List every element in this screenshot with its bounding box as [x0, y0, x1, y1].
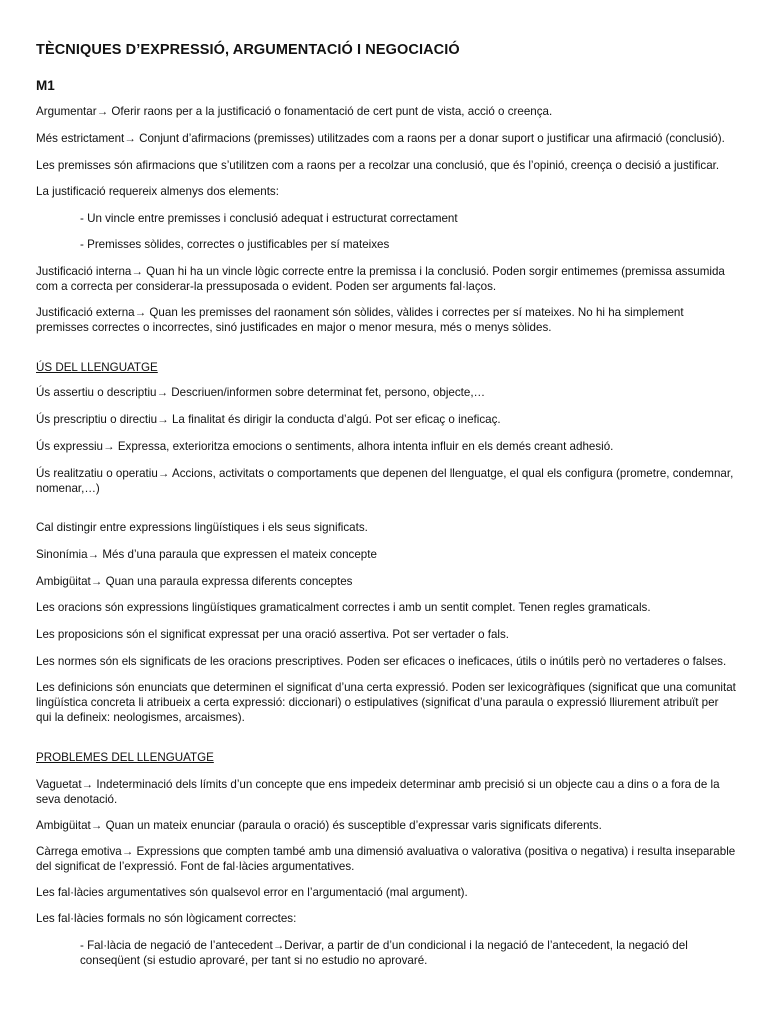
- paragraph: Les fal·làcies argumentatives són qualsevol error en l’argumentació (mal argument).: [36, 886, 468, 899]
- section-heading-us-llenguatge: ÚS DEL LLENGUATGE: [36, 361, 158, 374]
- paragraph: Ambigüitat→ Quan una paraula expressa diferents conceptes: [36, 575, 353, 588]
- paragraph: Més estrictament→ Conjunt d’afirmacions (premisses) utilitzades com a raons per a donar suport o justificar una afirmació (conclusió).: [36, 132, 725, 145]
- paragraph: Justificació interna→ Quan hi ha un vincle lògic correcte entre la premissa i la conclusió. Poden sorgir entimemes (premissa assumida com a correcta per considerar-la pressuposada o evident. Poden ser arguments fal·laços.: [36, 265, 725, 293]
- list-item: - Fal·làcia de negació de l’antecedent→Derivar, a partir de d’un condicional i la negació de l’antecedent, la negació del conseqüent (si estudio aprovaré, per tant si no estudio no aprovaré.: [80, 939, 688, 967]
- paragraph: La justificació requereix almenys dos elements:: [36, 185, 279, 198]
- paragraph: Ús expressiu→ Expressa, exterioritza emocions o sentiments, alhora intenta influir en els demés creant adhesió.: [36, 440, 614, 453]
- module-heading: M1: [36, 78, 55, 93]
- paragraph: Justificació externa→ Quan les premisses del raonament són sòlides, vàlides i correctes per sí mateixes. No hi ha simplement premisses correctes o incorrectes, sinó justificades en major o menor mesura, més o menys sòlides.: [36, 306, 684, 334]
- paragraph: Sinonímia→ Més d’una paraula que expressen el mateix concepte: [36, 548, 377, 561]
- paragraph: Les premisses són afirmacions que s’utilitzen com a raons per a recolzar una conclusió, que és l’opinió, creença o decisió a justificar.: [36, 159, 720, 172]
- section-heading-problemes-llenguatge: PROBLEMES DEL LLENGUATGE: [36, 751, 214, 764]
- paragraph: Ús assertiu o descriptiu→ Descriuen/informen sobre determinat fet, persono, objecte,…: [36, 386, 486, 399]
- paragraph: Càrrega emotiva→ Expressions que compten també amb una dimensió avaluativa o valorativa (positiva o negativa) i resulta inseparable del significat de l’expressió. Font de fal·làcies argumentatives.: [36, 845, 736, 873]
- paragraph: Cal distingir entre expressions lingüístiques i els seus significats.: [36, 521, 368, 534]
- paragraph: Vaguetat→ Indeterminació dels límits d’un concepte que ens impedeix determinar amb precisió si un objecte cau a dins o a fora de la seva denotació.: [36, 778, 720, 806]
- paragraph: Les normes són els significats de les oracions prescriptives. Poden ser eficaces o ineficaces, útils o inútils però no vertaderes o falses.: [36, 655, 727, 668]
- list-item: - Premisses sòlides, correctes o justificables per sí mateixes: [80, 238, 390, 251]
- paragraph: Ús realitzatiu o operatiu→ Accions, activitats o comportaments que depenen del llenguatge, el qual els configura (prometre, condemnar, nomenar,…): [36, 467, 734, 495]
- paragraph: Ús prescriptiu o directiu→ La finalitat és dirigir la conducta d’algú. Pot ser eficaç o ineficaç.: [36, 413, 501, 426]
- paragraph: Les oracions són expressions lingüístiques gramaticalment correctes i amb un sentit complet. Tenen regles gramaticals.: [36, 601, 651, 614]
- paragraph: Les proposicions són el significat expressat per una oració assertiva. Pot ser vertader o fals.: [36, 628, 510, 641]
- list-item: - Un vincle entre premisses i conclusió adequat i estructurat correctament: [80, 212, 458, 225]
- paragraph: Les definicions són enunciats que determinen el significat d’una certa expressió. Poden ser lexicogràfiques (significat que una comunitat lingüística concreta li atribueix a certa expressió: diccionari) o estipulatives (significat d’una paraula o expressió lliurement atribuït per qui la defineix: neologismes, arcaismes).: [36, 681, 736, 724]
- paragraph: Ambigüitat→ Quan un mateix enunciar (paraula o oració) és susceptible d’expressar varis significats diferents.: [36, 819, 602, 832]
- document-title: TÈCNIQUES D’EXPRESSIÓ, ARGUMENTACIÓ I NEGOCIACIÓ: [36, 42, 460, 58]
- paragraph: Argumentar→ Oferir raons per a la justificació o fonamentació de cert punt de vista, acció o creença.: [36, 105, 553, 118]
- paragraph: Les fal·làcies formals no són lògicament correctes:: [36, 912, 297, 925]
